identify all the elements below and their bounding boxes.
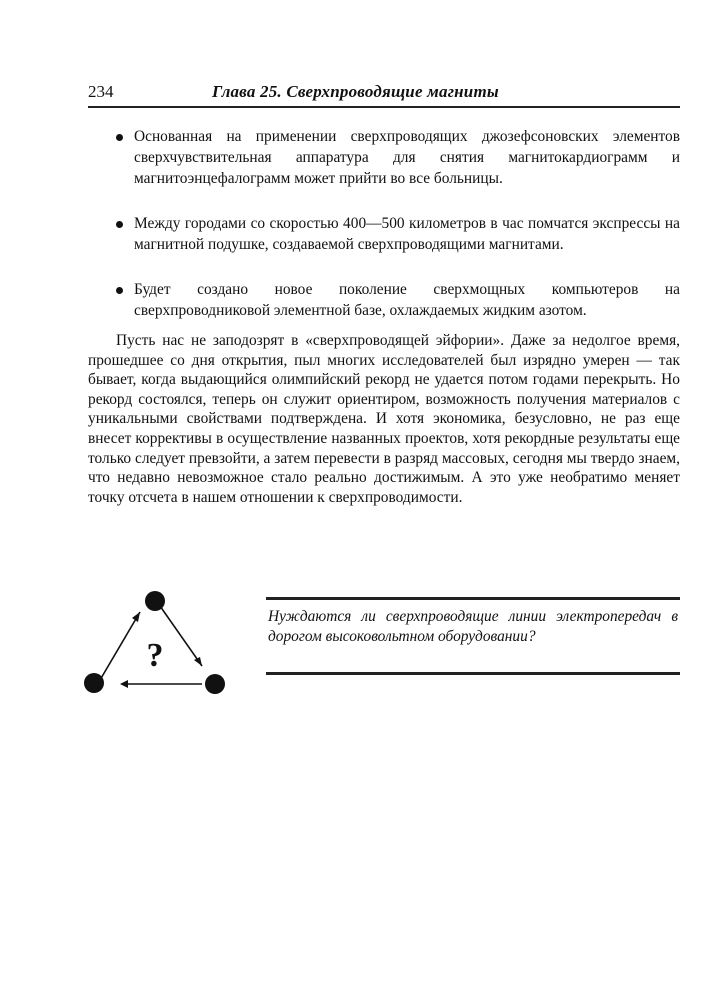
body-paragraph: Пусть нас не заподозрят в «сверхпроводящей эйфории». Даже за недолгое время, прошедшее со дня открытия, пыл многих исследователей был изрядно умерен — так бывает, когда выдающийся олимпийский рекорд не удается потом годами перекрыть. Но рекорд состоялся, теперь он служит ориентиром, возможность получения материалов с уникальными свойствами подтверждена. И хотя экономика, безусловно, не раз еще внесет коррективы в осуществление названных проектов, хотя рекордные результаты еще только следует превзойти, а затем перевести в разряд массовых, сегодня мы твердо знаем, что недавно невозможное стало реально достижимым. А это уже необратимо меняет точку отсчета в нашем отношении к сверхпроводимости.: [88, 332, 680, 506]
bullet-item: [114, 279, 680, 321]
question-text: Нуждаются ли сверхпроводящие линии электропередач в дорогом высоковольтном оборудовании?: [268, 608, 678, 645]
left-node-icon: [84, 673, 104, 693]
bullet-item: [114, 126, 680, 189]
question-bottom-rule: [266, 672, 680, 675]
bullet-item: [114, 213, 680, 255]
page-number: 234: [88, 82, 114, 101]
chapter-title: Глава 25. Сверхпроводящие магниты: [212, 82, 499, 101]
page-header: [88, 82, 680, 108]
bullet-text: Основанная на применении сверхпроводящих джозефсоновских элементов сверхчувствительная аппаратура для снятия магнитокардиограмм и магнитоэнцефалограмм может прийти во все больницы.: [134, 128, 680, 187]
bullet-text: Между городами со скоростью 400—500 километров в час помчатся экспрессы на магнитной подушке, создаваемой сверхпроводящими магнитами.: [134, 215, 680, 253]
bullet-dot-icon: [116, 221, 123, 228]
top-node-icon: [145, 591, 165, 611]
question-box: [266, 597, 680, 675]
question-mark-symbol: ?: [146, 637, 164, 674]
question-triangle-diagram: [76, 580, 246, 710]
bullet-dot-icon: [116, 287, 123, 294]
bullet-dot-icon: [116, 134, 123, 141]
bullet-text: Будет создано новое поколение сверхмощных компьютеров на сверхпроводниковой элементной базе, охлаждаемых жидким азотом.: [134, 281, 680, 319]
bullet-list: [114, 126, 680, 345]
right-node-icon: [205, 674, 225, 694]
question-top-rule: [266, 597, 680, 600]
